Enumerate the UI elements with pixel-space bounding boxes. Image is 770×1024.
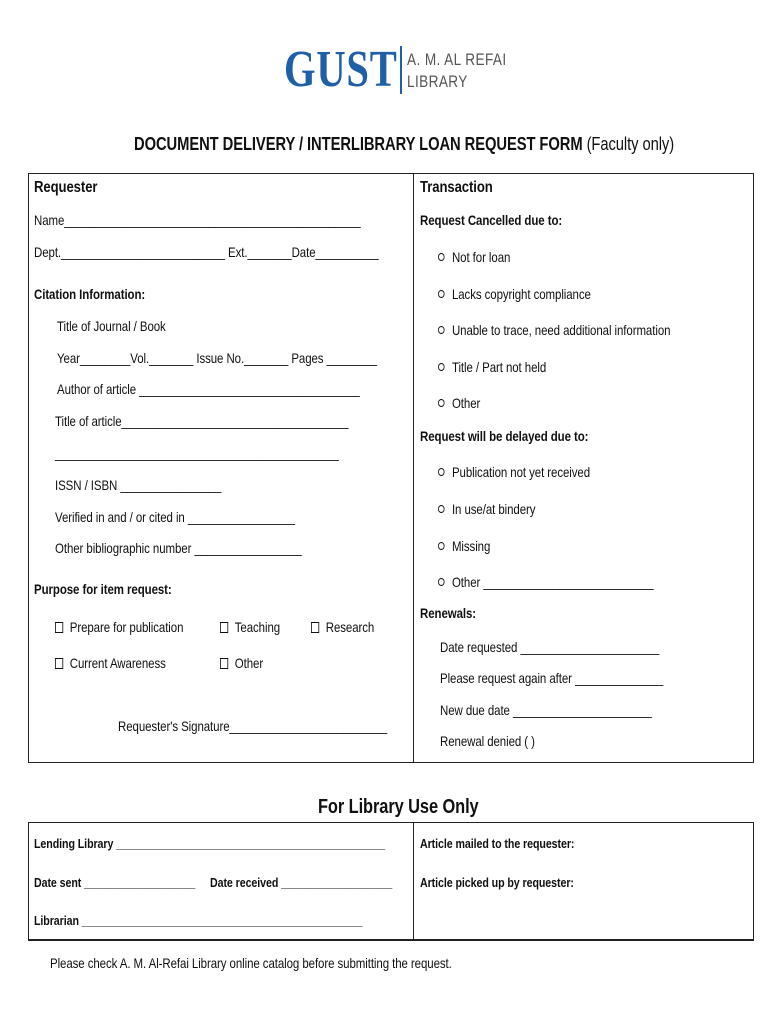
library-use-title: For Library Use Only bbox=[318, 796, 479, 818]
purpose-teaching-label: Teaching bbox=[234, 619, 281, 635]
option-label: Unable to trace, need additional information bbox=[451, 322, 671, 338]
option-label: Other ___________________________ bbox=[451, 574, 654, 590]
cancel-option-not-for-loan[interactable] bbox=[438, 249, 510, 265]
renewals-heading: Renewals: bbox=[420, 605, 477, 621]
table-bottom-border bbox=[28, 762, 754, 763]
option-label: In use/at bindery bbox=[451, 501, 536, 517]
radio-icon[interactable] bbox=[438, 290, 445, 298]
purpose-prepare-option[interactable] bbox=[55, 619, 183, 635]
option-label: Other bbox=[451, 395, 481, 411]
option-label: Title / Part not held bbox=[451, 359, 547, 375]
radio-icon[interactable] bbox=[438, 253, 445, 261]
cancel-option-other[interactable] bbox=[438, 395, 480, 411]
year-vol-issue-pages-field[interactable]: Year________Vol._______ Issue No._______ Pages ________ bbox=[57, 350, 377, 366]
request-again-field[interactable]: Please request again after ______________ bbox=[440, 670, 664, 686]
radio-icon[interactable] bbox=[438, 578, 445, 586]
author-field[interactable]: Author of article ___________________________________ bbox=[57, 381, 360, 397]
cancel-option-copyright[interactable] bbox=[438, 286, 591, 302]
purpose-other-label: Other bbox=[234, 655, 264, 671]
footer-note: Please check A. M. Al-Refai Library online catalog before submitting the request. bbox=[50, 955, 452, 971]
date-requested-field[interactable]: Date requested ______________________ bbox=[440, 639, 660, 655]
library-table-bottom bbox=[28, 939, 754, 941]
radio-icon[interactable] bbox=[438, 399, 445, 407]
cancel-option-unable-trace[interactable] bbox=[438, 322, 670, 338]
delayed-heading: Request will be delayed due to: bbox=[420, 428, 589, 444]
library-table-divider bbox=[413, 822, 414, 940]
delay-option-other[interactable] bbox=[438, 574, 654, 590]
purpose-teaching-option[interactable] bbox=[220, 619, 280, 635]
table-left-border bbox=[28, 173, 29, 763]
table-top-border bbox=[28, 173, 754, 174]
date-sent-field[interactable]: Date sent ___________________ bbox=[34, 875, 196, 890]
form-title-main: DOCUMENT DELIVERY / INTERLIBRARY LOAN REQUEST FORM bbox=[134, 134, 583, 154]
table-column-divider bbox=[413, 173, 414, 763]
library-table-left bbox=[28, 822, 29, 940]
checkbox-icon[interactable] bbox=[220, 622, 228, 633]
issn-isbn-field[interactable]: ISSN / ISBN ________________ bbox=[55, 477, 222, 493]
delay-option-bindery[interactable] bbox=[438, 501, 535, 517]
dept-ext-date-field[interactable]: Dept.__________________________ Ext._______Date__________ bbox=[34, 244, 379, 260]
new-due-date-field[interactable]: New due date ______________________ bbox=[440, 702, 652, 718]
requester-heading: Requester bbox=[34, 179, 98, 196]
radio-icon[interactable] bbox=[438, 542, 445, 550]
form-title-qualifier: (Faculty only) bbox=[586, 134, 675, 154]
checkbox-icon[interactable] bbox=[220, 658, 228, 669]
purpose-awareness-label: Current Awareness bbox=[69, 655, 166, 671]
library-table-top bbox=[28, 822, 754, 823]
purpose-prepare-label: Prepare for publication bbox=[69, 619, 184, 635]
delay-option-not-received[interactable] bbox=[438, 464, 590, 480]
journal-title-label: Title of Journal / Book bbox=[57, 318, 166, 334]
cancelled-heading: Request Cancelled due to: bbox=[420, 212, 563, 228]
option-label: Lacks copyright compliance bbox=[451, 286, 591, 302]
purpose-research-label: Research bbox=[325, 619, 375, 635]
transaction-heading: Transaction bbox=[420, 179, 493, 196]
purpose-awareness-option[interactable] bbox=[55, 655, 166, 671]
purpose-heading: Purpose for item request: bbox=[34, 581, 172, 597]
checkbox-icon[interactable] bbox=[311, 622, 319, 633]
option-label: Missing bbox=[451, 538, 491, 554]
lending-library-field[interactable]: Lending Library ______________________________________________ bbox=[34, 836, 386, 851]
radio-icon[interactable] bbox=[438, 468, 445, 476]
radio-icon[interactable] bbox=[438, 326, 445, 334]
logo-divider bbox=[400, 46, 402, 94]
radio-icon[interactable] bbox=[438, 363, 445, 371]
logo-line1: A. M. AL REFAI bbox=[407, 50, 507, 69]
article-mailed-label: Article mailed to the requester: bbox=[420, 836, 575, 851]
article-picked-up-label: Article picked up by requester: bbox=[420, 875, 574, 890]
other-bibliographic-field[interactable]: Other bibliographic number _________________ bbox=[55, 540, 302, 556]
radio-icon[interactable] bbox=[438, 505, 445, 513]
article-title-field[interactable]: Title of article____________________________________ bbox=[55, 413, 349, 429]
table-right-border bbox=[753, 173, 754, 763]
logo-line2: LIBRARY bbox=[407, 72, 468, 91]
signature-field[interactable]: Requester's Signature_________________________ bbox=[118, 718, 388, 734]
cancel-option-not-held[interactable] bbox=[438, 359, 546, 375]
name-field[interactable]: Name_______________________________________________ bbox=[34, 212, 361, 228]
purpose-research-option[interactable] bbox=[311, 619, 374, 635]
checkbox-icon[interactable] bbox=[55, 658, 63, 669]
renewal-denied-field[interactable]: Renewal denied ( ) bbox=[440, 733, 535, 749]
purpose-other-option[interactable] bbox=[220, 655, 263, 671]
gust-logo: GUST bbox=[284, 41, 398, 98]
librarian-field[interactable]: Librarian ________________________________________________ bbox=[34, 913, 363, 928]
form-title bbox=[134, 134, 674, 155]
library-table-right bbox=[753, 822, 754, 940]
checkbox-icon[interactable] bbox=[55, 622, 63, 633]
citation-heading: Citation Information: bbox=[34, 286, 146, 302]
delay-option-missing[interactable] bbox=[438, 538, 490, 554]
option-label: Publication not yet received bbox=[451, 464, 591, 480]
verified-in-field[interactable]: Verified in and / or cited in _________________ bbox=[55, 509, 295, 525]
option-label: Not for loan bbox=[451, 249, 511, 265]
date-received-field[interactable]: Date received ___________________ bbox=[210, 875, 393, 890]
article-title-continuation[interactable]: _____________________________________________ bbox=[55, 445, 339, 461]
